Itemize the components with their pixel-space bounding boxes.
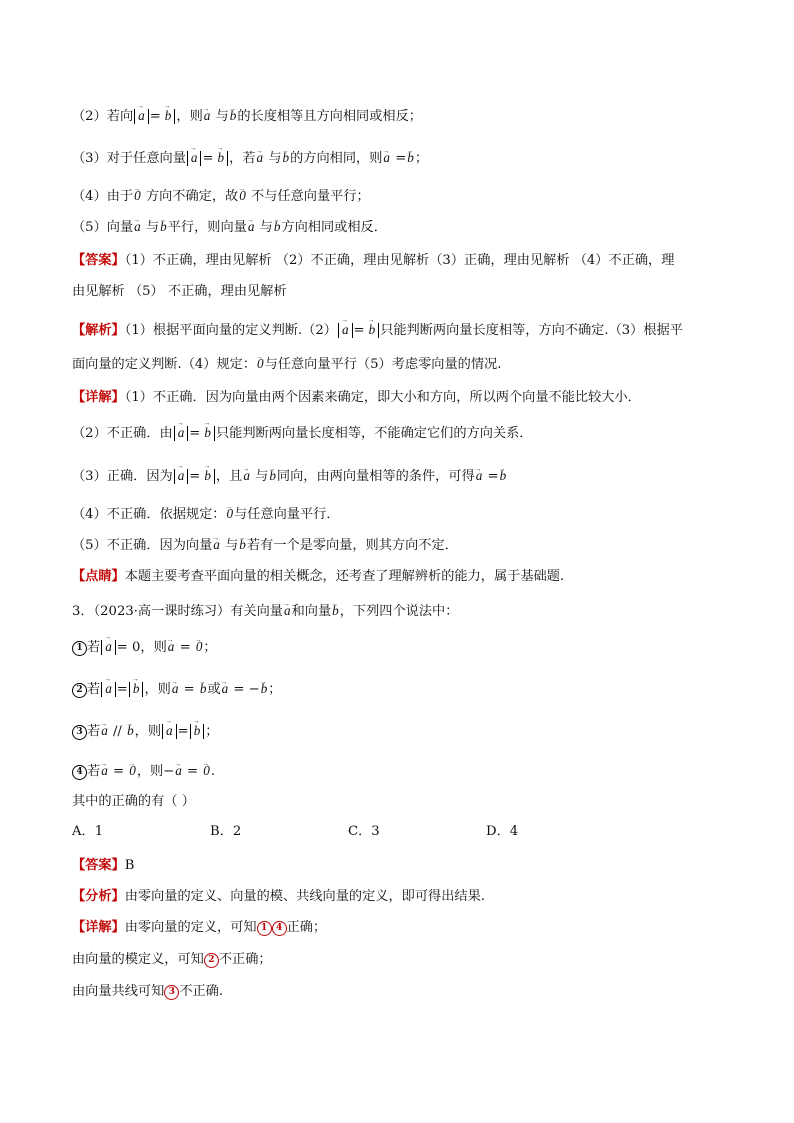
statement-2: （2）若向→ a =→ b ，则→ a 与→ b的长度相等且方向相同或相反； <box>72 106 734 127</box>
analysis-1-line1: 【解析】（1）根据平面向量的定义判断.（2）→ a =→ b 只能判断两向量长度相等，方向不确定.（3）根据平 <box>72 321 734 341</box>
question-3-statement-2: 2 若→ a =→ b ，则→ a = → b或→ a = −→ b； <box>72 679 734 700</box>
detail-1-line3: （3）正确．因为→ a =→ b ，且→ a 与→ b同向，由两向量相等的条件，可得→ a =→ b <box>72 466 734 487</box>
option-c[interactable]: C．3 <box>348 824 380 839</box>
detail-1-line2: （2）不正确．由→ a =→ b 只能判断两向量长度相等，不能确定它们的方向关系． <box>72 424 734 444</box>
question-3-statement-4: 4 若→ a = → 0，则−→ a = → 0. <box>72 761 734 782</box>
statement-5: （5）向量→ a 与→ b平行，则向量→ a 与→ b方向相同或相反． <box>72 217 734 238</box>
detail-3-line3: 由向量共线可知 3 不正确. <box>72 984 224 999</box>
analysis-1-line2: 面向量的定义判断.（4）规定：→ 0与任意向量平行（5）考虑零向量的情况. <box>72 354 734 375</box>
question-3-stem: 3．（2023·高一课时练习）有关向量→ a和向量→ b，下列四个说法中： <box>72 601 734 622</box>
answer-1-line1: 【答案】（1）不正确，理由见解析 （2）不正确，理由见解析（3）正确，理由见解析 （4）不正确，理 <box>72 253 675 268</box>
detail-1-line1: 【详解】（1）不正确．因为向量由两个因素来确定，即大小和方向，所以两个向量不能比较大小． <box>72 390 641 405</box>
detail-1-line4: （4）不正确．依据规定：→ 0与任意向量平行． <box>72 504 734 525</box>
detail-3-line1: 【详解】由零向量的定义，可知 1 4 正确； <box>72 920 327 935</box>
detail-3-line2: 由向量的模定义，可知 2 不正确； <box>72 952 272 967</box>
question-3-ask: 其中的正确的有（ ） <box>72 794 195 809</box>
question-3-options <box>72 822 734 842</box>
option-a[interactable]: A．1 <box>72 824 104 839</box>
statement-4: （4）由于→ 0 方向不确定，故→ 0 不与任意向量平行； <box>72 186 734 207</box>
comment-1: 【点睛】本题主要考查平面向量的相关概念，还考查了理解辨析的能力，属于基础题. <box>72 569 565 584</box>
statement-3: （3）对于任意向量→ a =→ b ，若→ a 与→ b的方向相同，则→ a =→ b； <box>72 148 734 169</box>
analysis-3: 【分析】由零向量的定义、向量的模、共线向量的定义，即可得出结果. <box>72 889 486 904</box>
option-b[interactable]: B．2 <box>210 824 242 839</box>
detail-1-line5: （5）不正确．因为向量→ a 与→ b若有一个是零向量，则其方向不定． <box>72 535 734 556</box>
question-3-statement-3: 3 若→ a // → b，则→ a =→ b ； <box>72 721 734 742</box>
option-d[interactable]: D．4 <box>486 824 519 839</box>
question-3-statement-1: 1 若→ a = 0，则→ a = → 0； <box>72 637 734 658</box>
answer-3: 【答案】B <box>72 858 135 873</box>
answer-1-line2: 由见解析 （5） 不正确，理由见解析 <box>72 284 287 299</box>
